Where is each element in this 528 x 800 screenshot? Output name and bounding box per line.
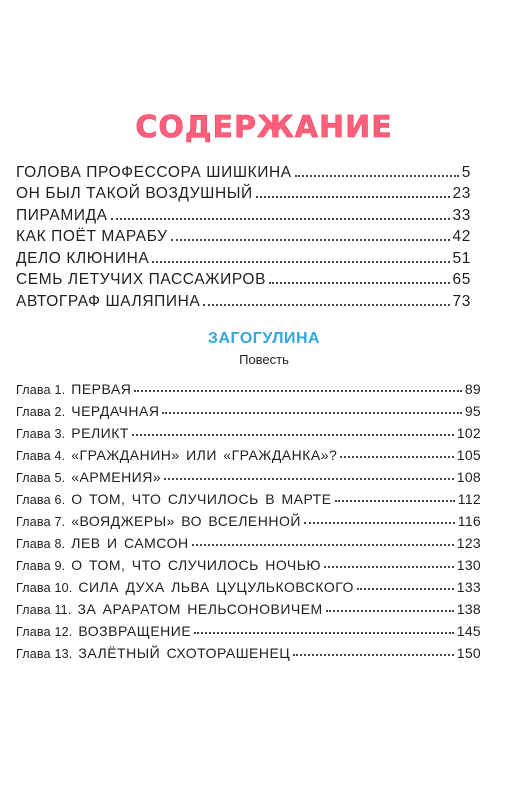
chapter-number: Глава 8. [16,537,66,551]
dot-leader [324,566,454,568]
dot-leader [357,588,454,590]
toc-entry-page: 33 [452,206,471,224]
section-subtitle: Повесть [239,352,289,367]
chapter-entry[interactable] [16,485,481,507]
section-title: ЗАГОГУЛИНА [207,330,321,347]
chapter-page: 145 [456,623,481,639]
chapter-title: «ГРАЖДАНИН» ИЛИ «ГРАЖДАНКА»? [71,447,338,463]
chapter-page: 108 [456,469,481,485]
dot-leader [269,282,450,284]
page-title: СОДЕРЖАНИЕ [135,110,393,145]
toc-entry-title: ПИРАМИДА [16,206,108,224]
chapter-page: 133 [456,579,481,595]
dot-leader [203,304,449,306]
chapter-number: Глава 12. [16,625,73,639]
chapter-entry[interactable] [16,639,481,661]
chapter-entry[interactable] [16,419,481,441]
chapter-title: О ТОМ, ЧТО СЛУЧИЛОСЬ В МАРТЕ [71,491,332,507]
dot-leader [171,239,450,241]
chapter-number: Глава 9. [16,559,66,573]
dot-leader [304,522,455,524]
chapter-title: «АРМЕНИЯ» [71,469,162,485]
chapter-page: 105 [456,447,481,463]
chapter-entry[interactable] [16,375,481,397]
chapter-entry[interactable] [16,595,481,617]
chapter-number: Глава 6. [16,493,66,507]
chapter-number: Глава 11. [16,603,72,617]
chapter-title: ВОЗВРАЩЕНИЕ [78,623,192,639]
chapter-number: Глава 3. [16,427,66,441]
dot-leader [134,390,461,392]
toc-entry[interactable] [16,182,471,204]
toc-entry-title: СЕМЬ ЛЕТУЧИХ ПАССАЖИРОВ [16,271,267,288]
dot-leader [164,478,454,480]
toc-entry[interactable] [16,203,471,225]
chapter-title: О ТОМ, ЧТО СЛУЧИЛОСЬ НОЧЬЮ [71,557,322,573]
toc-entry-page: 73 [452,292,471,310]
dot-leader [194,632,454,634]
dot-leader [326,610,454,612]
toc-entry-title: АВТОГРАФ ШАЛЯПИНА [16,292,201,310]
chapter-title: СИЛА ДУХА ЛЬВА ЦУЦУЛЬКОВСКОГО [78,579,354,595]
chapter-number: Глава 5. [16,471,66,485]
toc-entry[interactable] [16,246,471,268]
chapter-page: 112 [457,491,481,507]
toc-entry[interactable] [16,225,471,247]
chapter-entry[interactable] [16,529,481,551]
toc-entry[interactable] [16,160,471,182]
toc-entry-page: 51 [452,249,471,267]
chapter-entry[interactable] [16,441,481,463]
toc-entry-page: 65 [452,271,471,288]
toc-entry[interactable] [16,289,471,311]
chapter-entry[interactable] [16,573,481,595]
chapter-title: РЕЛИКТ [71,425,129,441]
chapter-title: ЧЕРДАЧНАЯ [71,403,160,419]
toc-entry-title: ОН БЫЛ ТАКОЙ ВОЗДУШНЫЙ [16,185,253,202]
chapter-entry[interactable] [16,463,481,485]
toc-entry-title: КАК ПОЁТ МАРАБУ [16,228,168,245]
chapter-number: Глава 4. [16,449,66,463]
chapter-entry[interactable] [16,507,481,529]
toc-entry-title: ДЕЛО КЛЮНИНА [16,249,150,267]
chapter-number: Глава 10. [16,581,73,595]
toc-entry-page: 23 [452,185,471,202]
chapter-entry[interactable] [16,397,481,419]
chapter-entry[interactable] [16,617,481,639]
chapter-title: ЗАЛЁТНЫЙ СХОТОРАШЕНЕЦ [78,645,291,661]
chapter-number: Глава 2. [16,405,66,419]
dot-leader [293,654,454,656]
chapter-page: 116 [457,513,481,529]
dot-leader [192,544,454,546]
dot-leader [152,261,449,263]
toc-entry-page: 5 [461,163,471,181]
chapter-number: Глава 7. [16,515,66,529]
dot-leader [335,500,455,502]
chapter-page: 102 [456,425,481,441]
chapter-number: Глава 13. [16,647,73,661]
chapter-page: 130 [456,557,481,573]
chapter-page: 95 [464,403,481,419]
chapter-title: ЗА АРАРАТОМ НЕЛЬСОНОВИЧЕМ [77,601,323,617]
chapter-page: 138 [456,601,481,617]
chapter-title: ЛЕВ И САМСОН [71,535,189,551]
chapter-toc-list [16,375,481,661]
chapter-page: 150 [456,645,481,661]
toc-entry-page: 42 [452,228,471,245]
dot-leader [340,456,453,458]
chapter-number: Глава 1. [16,383,66,397]
toc-entry-title: ГОЛОВА ПРОФЕССОРА ШИШКИНА [16,163,292,181]
chapter-page: 123 [456,535,481,551]
dot-leader [256,196,450,198]
chapter-title: «ВОЯДЖЕРЫ» ВО ВСЕЛЕННОЙ [71,513,301,529]
dot-leader [132,434,454,436]
toc-entry[interactable] [16,268,471,290]
chapter-title: ПЕРВАЯ [71,381,132,397]
dot-leader [295,175,459,177]
main-toc-list [16,160,471,311]
dot-leader [111,218,450,220]
dot-leader [162,412,461,414]
chapter-entry[interactable] [16,551,481,573]
chapter-page: 89 [464,381,481,397]
